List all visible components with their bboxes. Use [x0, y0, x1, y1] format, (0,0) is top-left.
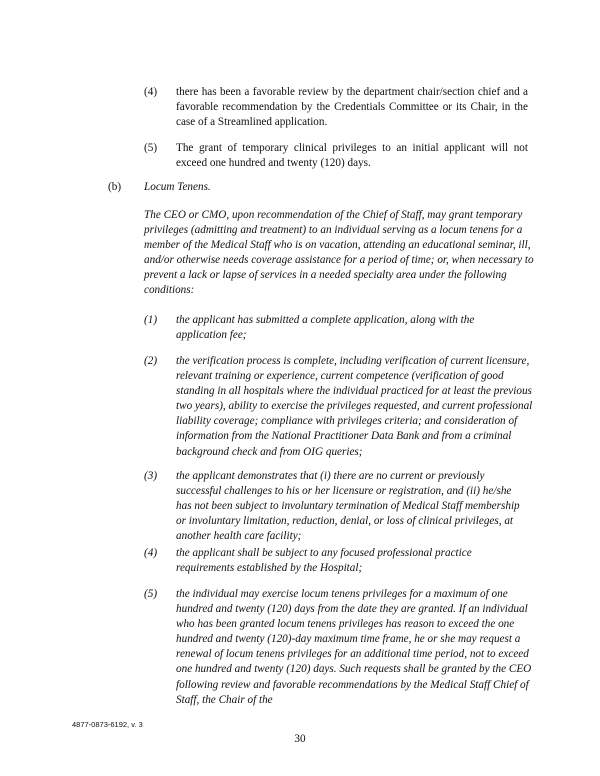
condition-4-text: the applicant shall be subject to any focused professional practice requirements established by the Hospital;	[176, 547, 472, 575]
upper-item-4-text: there has been a favorable review by the department chair/section chief and a favorable recommendation by the Credentials Committee or its Chair, in the case of a Streamlined application.	[176, 86, 528, 129]
condition-3-text: the applicant demonstrates that (i) there are no current or previously successful challenges to his or her licensure or registration, and (ii) he/she has not been subject to involuntary termination of Medical Staff membership or involuntary limitation, reduction, denial, or loss of clinical privileges, at another health care facility;	[176, 470, 520, 543]
section-b-heading: Locum Tenens.	[144, 181, 211, 193]
page-number: 30	[294, 733, 306, 745]
upper-item-5-number: (5)	[144, 142, 158, 154]
condition-4-number: (4)	[144, 547, 158, 559]
upper-item-5-text: The grant of temporary clinical privileges to an initial applicant will not exceed one hundred and twenty (120) days.	[176, 142, 528, 170]
section-b-intro: The CEO or CMO, upon recommendation of the Chief of Staff, may grant temporary privileges (admitting and treatment) to an individual serving as a locum tenens for a member of the Medical Staff who is on vacation, attending an educational seminar, ill, and/or otherwise needs coverage assistance for a period of time; or, when necessary to prevent a lack or lapse of services in a needed specialty area under the following conditions:	[144, 209, 534, 297]
section-b-label: (b)	[108, 181, 122, 193]
document-id: 4877-0873-6192, v. 3	[72, 720, 143, 729]
condition-5-text: the individual may exercise locum tenens privileges for a maximum of one hundred and twenty (120) days from the date they are granted. If an individual who has been granted locum tenens privileges has reason to exceed the one hundred and twenty (120)-day maximum time frame, he or she may request a renewal of locum tenens privileges for an additional time period, not to exceed one hundred and twenty (120) days. Such requests shall be granted by the CEO following review and favorable recommendations by the Medical Staff Chief of Staff, the Chair of the	[176, 588, 532, 706]
condition-5-number: (5)	[144, 588, 158, 600]
condition-2-number: (2)	[144, 355, 158, 367]
condition-1-number: (1)	[144, 314, 158, 326]
condition-2-text: the verification process is complete, including verification of current licensure, relevant training or experience, current competence (verification of good standing in all hospitals where the individual practiced for at least the previous two years), ability to exercise the privileges requested, and current professional liability coverage; compliance with privileges criteria; and consideration of information from the National Practitioner Data Bank and from a criminal background check and from OIG queries;	[176, 355, 533, 458]
condition-3-number: (3)	[144, 470, 158, 482]
upper-item-4-number: (4)	[144, 86, 158, 98]
condition-1-text: the applicant has submitted a complete application, along with the application fee;	[176, 314, 475, 342]
